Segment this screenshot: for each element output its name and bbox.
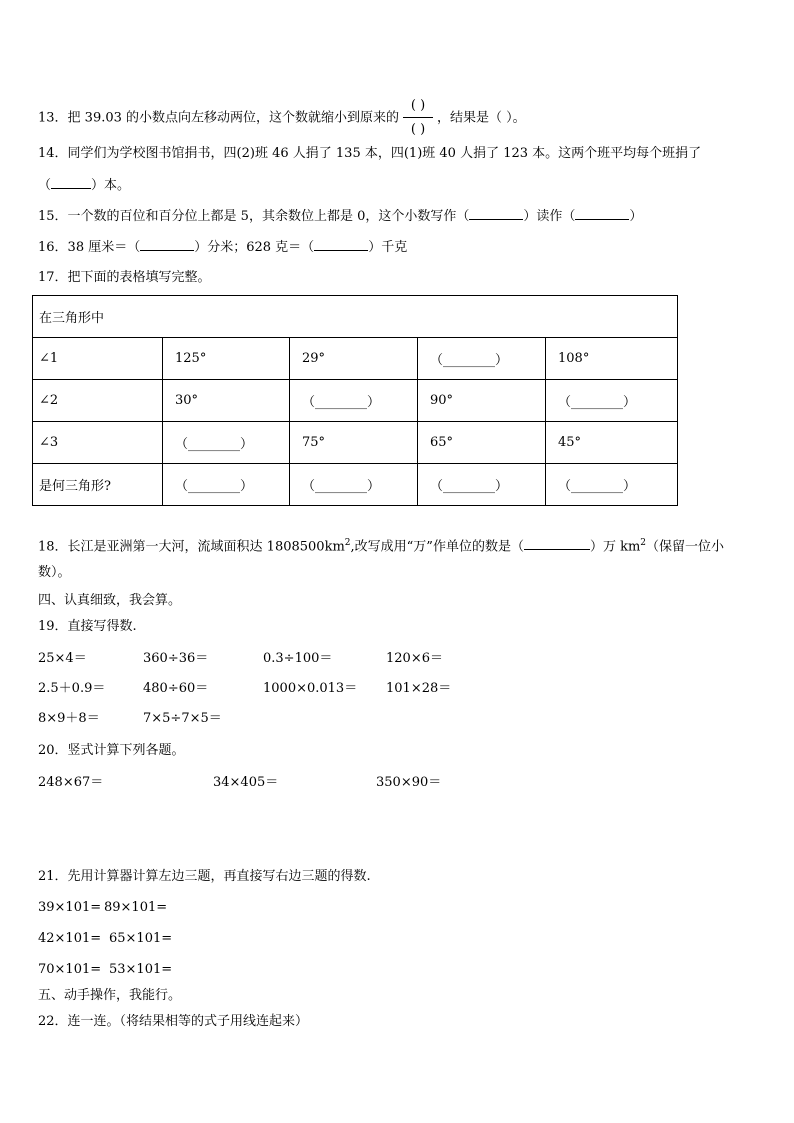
superscript: 2 bbox=[640, 538, 647, 548]
question-number: 21． bbox=[38, 869, 68, 884]
calc-item: 39×101= bbox=[38, 900, 102, 915]
calc-item: 89×101= bbox=[104, 900, 168, 915]
table-cell: 125° bbox=[163, 338, 290, 380]
question-text: 竖式计算下列各题。 bbox=[67, 743, 185, 758]
section-heading-4: 四、认真细致，我会算。 bbox=[38, 593, 182, 608]
question-text: ）千克 bbox=[368, 240, 408, 255]
row-label: ∠1 bbox=[33, 338, 163, 380]
answer-blank[interactable] bbox=[314, 238, 368, 251]
question-text: 直接写得数. bbox=[67, 619, 137, 634]
question-number: 22． bbox=[38, 1014, 68, 1029]
table-row bbox=[33, 380, 678, 422]
question-number: 19． bbox=[38, 619, 68, 634]
section-heading-5: 五、动手操作，我能行。 bbox=[38, 988, 182, 1003]
calc-item: 53×101= bbox=[109, 962, 173, 977]
question-text: 长江是亚洲第一大河，流域面积达 1808500km bbox=[67, 539, 345, 555]
table-cell-blank[interactable]: （________） bbox=[546, 380, 678, 422]
calc-item: 70×101= bbox=[38, 962, 102, 977]
question-text: ）本。 bbox=[91, 178, 131, 193]
calc-item: 65×101= bbox=[109, 931, 173, 946]
calc-item: 248×67＝ bbox=[38, 775, 104, 790]
row-label: ∠3 bbox=[33, 422, 163, 464]
answer-blank[interactable] bbox=[51, 176, 91, 189]
table-cell: 29° bbox=[290, 338, 418, 380]
question-number: 17． bbox=[38, 270, 68, 285]
question-14-line2 bbox=[38, 176, 130, 195]
table-row bbox=[33, 338, 678, 380]
question-text: 38 厘米＝（ bbox=[67, 240, 141, 255]
question-text: ） bbox=[629, 209, 643, 224]
calc-item: 350×90＝ bbox=[376, 775, 442, 790]
table-cell-blank[interactable]: （________） bbox=[418, 338, 546, 380]
question-text: 把 39.03 的小数点向左移动两位，这个数就缩小到原来的 bbox=[67, 110, 400, 126]
question-number: 15． bbox=[38, 209, 68, 224]
calc-item: 25×4＝ bbox=[38, 651, 87, 666]
table-cell: 30° bbox=[163, 380, 290, 422]
calc-item: 101×28＝ bbox=[386, 681, 452, 696]
calc-item: 1000×0.013＝ bbox=[263, 681, 358, 696]
fraction-numerator: ( ) bbox=[410, 98, 426, 113]
question-14 bbox=[38, 145, 701, 163]
question-20 bbox=[38, 742, 185, 760]
fraction-denominator: ( ) bbox=[410, 122, 426, 137]
table-cell-blank[interactable]: （________） bbox=[546, 464, 678, 506]
row-label: 是何三角形? bbox=[33, 464, 163, 506]
question-number: 18． bbox=[38, 539, 68, 555]
question-17 bbox=[38, 269, 211, 287]
fraction-blank[interactable] bbox=[401, 96, 435, 140]
question-text: ,改写成用“万”作单位的数是（ bbox=[350, 539, 524, 555]
calc-item: 360÷36＝ bbox=[143, 651, 209, 666]
question-text: ）分米；628 克＝（ bbox=[194, 240, 315, 255]
question-13 bbox=[38, 96, 526, 140]
calc-item: 8×9＋8＝ bbox=[38, 711, 100, 726]
question-text: （保留一位小 bbox=[646, 539, 725, 555]
table-cell-blank[interactable]: （________） bbox=[418, 464, 546, 506]
question-16 bbox=[38, 238, 407, 257]
question-15 bbox=[38, 207, 642, 226]
question-text: ）万 km bbox=[589, 539, 641, 555]
question-text: 先用计算器计算左边三题，再直接写右边三题的得数. bbox=[67, 869, 371, 884]
table-cell: 65° bbox=[418, 422, 546, 464]
question-21 bbox=[38, 868, 371, 886]
question-text: 一个数的百位和百分位上都是 5，其余数位上都是 0，这个小数写作（ bbox=[67, 209, 470, 224]
table-header-row bbox=[33, 296, 678, 338]
row-label: ∠2 bbox=[33, 380, 163, 422]
table-row bbox=[33, 464, 678, 506]
table-row bbox=[33, 422, 678, 464]
question-18-line2: 数）。 bbox=[38, 565, 71, 580]
table-cell-blank[interactable]: （________） bbox=[163, 422, 290, 464]
calc-item: 34×405＝ bbox=[213, 775, 279, 790]
question-text: 同学们为学校图书馆捐书，四(2)班 46 人捐了 135 本，四(1)班 40 人捐了 123 本。这两个班平均每个班捐了 bbox=[67, 146, 702, 161]
answer-blank[interactable] bbox=[140, 238, 194, 251]
question-text: ，结果是（ ）。 bbox=[437, 110, 526, 126]
calc-item: 480÷60＝ bbox=[143, 681, 209, 696]
question-number: 20． bbox=[38, 743, 68, 758]
table-header: 在三角形中 bbox=[33, 296, 678, 338]
question-text: ）读作（ bbox=[523, 209, 576, 224]
table-cell-blank[interactable]: （________） bbox=[290, 464, 418, 506]
question-number: 16． bbox=[38, 240, 68, 255]
answer-blank[interactable] bbox=[524, 537, 590, 550]
calc-item: 120×6＝ bbox=[386, 651, 443, 666]
table-cell-blank[interactable]: （________） bbox=[163, 464, 290, 506]
table-cell-blank[interactable]: （________） bbox=[290, 380, 418, 422]
calc-item: 2.5＋0.9＝ bbox=[38, 681, 106, 696]
triangle-angle-table bbox=[32, 295, 678, 506]
question-text: 连一连。（将结果相等的式子用线连起来） bbox=[67, 1014, 309, 1029]
question-18 bbox=[38, 534, 724, 556]
question-number: 14． bbox=[38, 146, 68, 161]
answer-blank[interactable] bbox=[575, 207, 629, 220]
question-22 bbox=[38, 1013, 308, 1031]
table-cell: 90° bbox=[418, 380, 546, 422]
question-19 bbox=[38, 618, 137, 636]
fraction-bar bbox=[403, 117, 433, 118]
superscript: 2 bbox=[344, 538, 351, 548]
calc-item: 0.3÷100＝ bbox=[263, 651, 333, 666]
paren-open: （ bbox=[38, 178, 52, 193]
calc-item: 7×5÷7×5＝ bbox=[143, 711, 222, 726]
table-cell: 45° bbox=[546, 422, 678, 464]
question-number: 13． bbox=[38, 110, 68, 126]
calc-item: 42×101= bbox=[38, 931, 102, 946]
question-text: 把下面的表格填写完整。 bbox=[67, 270, 211, 285]
table-cell: 75° bbox=[290, 422, 418, 464]
answer-blank[interactable] bbox=[469, 207, 523, 220]
table-cell: 108° bbox=[546, 338, 678, 380]
